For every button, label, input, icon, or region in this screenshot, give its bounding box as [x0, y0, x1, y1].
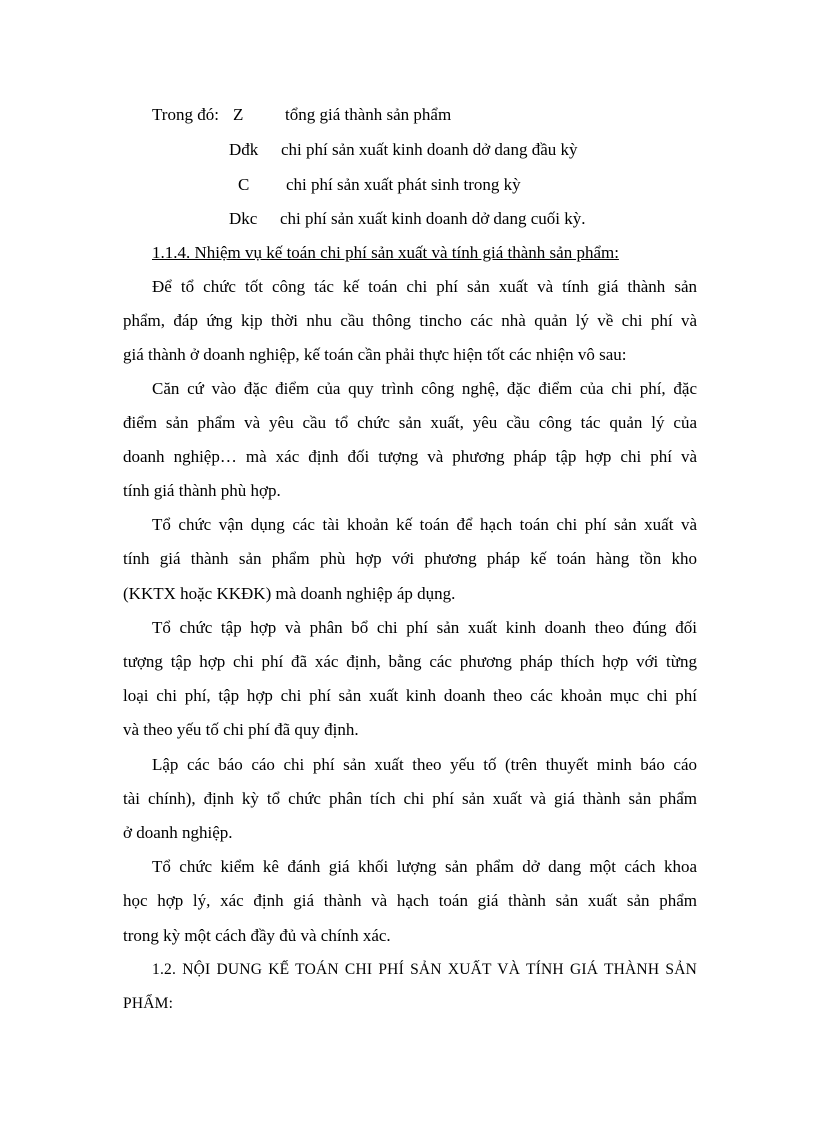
- paragraph-line: ở doanh nghiệp.: [123, 823, 233, 842]
- paragraph-line: tính giá thành phù hợp.: [123, 481, 281, 500]
- paragraph-line: (KKTX hoặc KKĐK) mà doanh nghiệp áp dụng.: [123, 584, 456, 603]
- next-section-heading-cont: PHẨM:: [123, 995, 174, 1012]
- legend-symbol-c: C: [238, 175, 250, 194]
- paragraph-line: và theo yếu tố chi phí đã quy định.: [123, 720, 359, 739]
- next-section-heading: 1.2. NỘI DUNG KẾ TOÁN CHI PHÍ SẢN XUẤT VÀ TÍNH GIÁ THÀNH SẢN: [152, 961, 697, 978]
- legend-symbol-ddk: Dđk: [229, 140, 259, 159]
- paragraph-line: tài chính), định kỳ tổ chức phân tích chi phí sản xuất và giá thành sản phẩm: [123, 789, 697, 808]
- section-heading: 1.1.4. Nhiệm vụ kế toán chi phí sản xuất và tính giá thành sản phẩm:: [152, 243, 619, 262]
- paragraph-line: phẩm, đáp ứng kịp thời nhu cầu thông tincho các nhà quản lý về chi phí và: [123, 311, 697, 330]
- paragraph-line: Tổ chức kiểm kê đánh giá khối lượng sản phẩm dở dang một cách khoa: [152, 857, 697, 876]
- paragraph-line: doanh nghiệp… mà xác định đối tượng và phương pháp tập hợp chi phí và: [123, 447, 697, 466]
- legend-symbol-z: Z: [233, 105, 244, 124]
- paragraph-line: Lập các báo cáo chi phí sản xuất theo yếu tố (trên thuyết minh báo cáo: [152, 755, 697, 774]
- legend-symbol-dkc: Dkc: [229, 209, 258, 228]
- paragraph-line: Để tổ chức tốt công tác kế toán chi phí sản xuất và tính giá thành sản: [152, 277, 697, 296]
- legend-text-ddk: chi phí sản xuất kinh doanh dở dang đầu kỳ: [281, 140, 578, 159]
- legend-text-c: chi phí sản xuất phát sinh trong kỳ: [286, 175, 521, 194]
- paragraph-line: Căn cứ vào đặc điểm của quy trình công nghệ, đặc điểm của chi phí, đặc: [152, 379, 697, 398]
- paragraph-line: học hợp lý, xác định giá thành và hạch toán giá thành sản xuất sản phẩm: [123, 891, 697, 910]
- legend-text-z: tổng giá thành sản phẩm: [285, 105, 452, 124]
- paragraph-line: Tổ chức tập hợp và phân bổ chi phí sản xuất kinh doanh theo đúng đối: [152, 618, 697, 637]
- legend-text-dkc: chi phí sản xuất kinh doanh dở dang cuối kỳ.: [280, 209, 586, 228]
- paragraph-line: trong kỳ một cách đầy đủ và chính xác.: [123, 926, 391, 945]
- paragraph-line: điểm sản phẩm và yêu cầu tổ chức sản xuất, yêu cầu công tác quản lý của: [123, 413, 697, 432]
- paragraph-line: Tổ chức vận dụng các tài khoản kế toán để hạch toán chi phí sản xuất và: [152, 515, 697, 534]
- legend-intro: Trong đó:: [152, 105, 219, 124]
- paragraph-line: giá thành ở doanh nghiệp, kế toán cần phải thực hiện tốt các nhiện vô sau:: [123, 345, 627, 364]
- paragraph-line: tượng tập hợp chi phí đã xác định, bằng các phương pháp thích hợp với từng: [123, 652, 697, 671]
- paragraph-line: loại chi phí, tập hợp chi phí sản xuất kinh doanh theo các khoản mục chi phí: [123, 686, 697, 705]
- paragraph-line: tính giá thành sản phẩm phù hợp với phương pháp kế toán hàng tồn kho: [123, 549, 697, 568]
